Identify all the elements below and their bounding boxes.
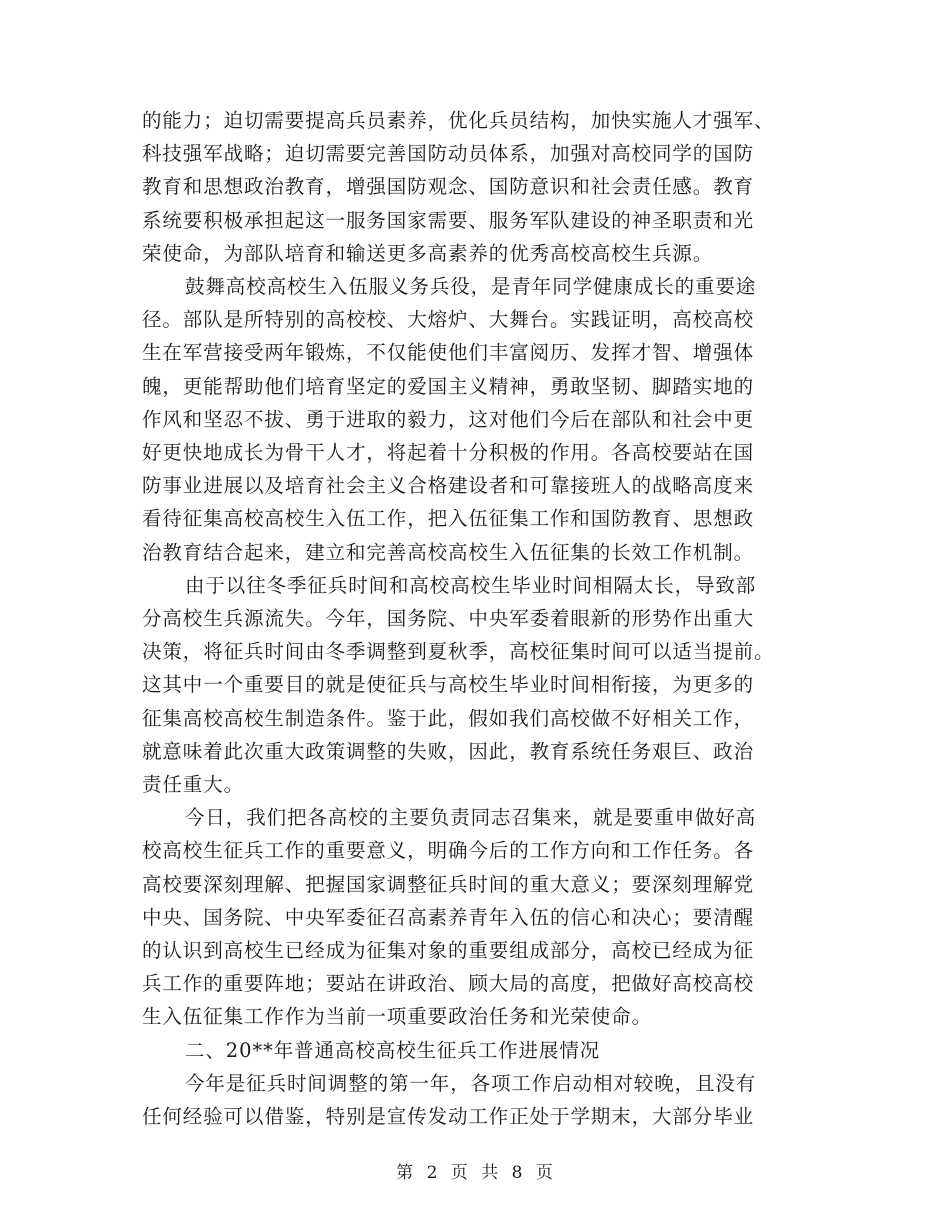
text-line: 任何经验可以借鉴，特别是宣传发动工作正处于学期末，大部分毕业	[142, 1105, 755, 1129]
paragraph	[142, 569, 812, 801]
text-line: 兵工作的重要阵地；要站在讲政治、顾大局的高度，把做好高校高校	[142, 972, 755, 996]
text-line: 径。部队是所特别的高校校、大熔炉、大舞台。实践证明，高校高校	[142, 308, 755, 332]
text-line: 校高校生征兵工作的重要意义，明确今后的工作方向和工作任务。各	[142, 839, 755, 863]
paragraph	[142, 104, 812, 270]
text-line: 鼓舞高校高校生入伍服义务兵役，是青年同学健康成长的重要途	[185, 275, 757, 299]
text-line: 生入伍征集工作作为当前一项重要政治任务和光荣使命。	[142, 1005, 653, 1029]
text-line: 征集高校高校生制造条件。鉴于此，假如我们高校做不好相关工作，	[142, 706, 755, 730]
text-line: 二、20**年普通高校高校生征兵工作进展情况	[185, 1038, 601, 1062]
text-line: 治教育结合起来，建立和完善高校高校生入伍征集的长效工作机制。	[142, 540, 755, 564]
text-line: 好更快地成长为骨干人才，将起着十分积极的作用。各高校要站在国	[142, 441, 755, 465]
text-line: 教育和思想政治教育，增强国防观念、国防意识和社会责任感。教育	[142, 175, 755, 199]
text-line: 生在军营接受两年锻炼，不仅能使他们丰富阅历、发挥才智、增强体	[142, 341, 755, 365]
paragraph	[142, 270, 812, 569]
text-line: 看待征集高校高校生入伍工作，把入伍征集工作和国防教育、思想政	[142, 507, 755, 531]
text-line: 的认识到高校生已经成为征集对象的重要组成部分，高校已经成为征	[142, 939, 755, 963]
text-line: 由于以往冬季征兵时间和高校高校生毕业时间相隔太长，导致部	[185, 573, 757, 597]
paragraph	[142, 1067, 812, 1133]
document-body	[142, 104, 812, 1133]
text-line: 今年是征兵时间调整的第一年，各项工作启动相对较晚，且没有	[185, 1071, 757, 1095]
text-line: 中央、国务院、中央军委征召高素养青年入伍的信心和决心；要清醒	[142, 905, 755, 929]
text-line: 荣使命，为部队培育和输送更多高素养的优秀高校高校生兵源。	[142, 241, 714, 265]
text-line: 系统要积极承担起这一服务国家需要、服务军队建设的神圣职责和光	[142, 208, 755, 232]
text-line: 决策，将征兵时间由冬季调整到夏秋季，高校征集时间可以适当提前。	[142, 640, 775, 664]
footer-page-unit: 页	[450, 1163, 469, 1183]
footer-page-unit-end: 页	[535, 1163, 554, 1183]
text-line: 科技强军战略；迫切需要完善国防动员体系，加强对高校同学的国防	[142, 142, 755, 166]
text-line: 高校要深刻理解、把握国家调整征兵时间的重大意义；要深刻理解党	[142, 872, 755, 896]
text-line: 分高校生兵源流失。今年，国务院、中央军委着眼新的形势作出重大	[142, 607, 755, 631]
text-line: 今日，我们把各高校的主要负责同志召集来，就是要重申做好高	[185, 806, 757, 830]
text-line: 这其中一个重要目的就是使征兵与高校生毕业时间相衔接，为更多的	[142, 673, 755, 697]
text-line: 魄，更能帮助他们培育坚定的爱国主义精神，勇敢坚韧、脚踏实地的	[142, 374, 755, 398]
footer-prefix: 第	[396, 1163, 415, 1183]
footer-total-label: 共	[481, 1163, 500, 1183]
footer-total-pages: 8	[511, 1163, 524, 1183]
text-line: 防事业进展以及培育社会主义合格建设者和可靠接班人的战略高度来	[142, 474, 755, 498]
paragraph	[142, 801, 812, 1033]
text-line: 就意味着此次重大政策调整的失败，因此，教育系统任务艰巨、政治	[142, 739, 755, 763]
text-line: 责任重大。	[142, 773, 245, 797]
text-line: 的能力；迫切需要提高兵员素养，优化兵员结构，加快实施人才强军、	[142, 109, 775, 132]
footer-current-page: 2	[426, 1163, 439, 1183]
paragraph	[142, 1034, 812, 1067]
page-footer	[0, 1158, 950, 1183]
text-line: 作风和坚忍不拔、勇于进取的毅力，这对他们今后在部队和社会中更	[142, 407, 755, 431]
